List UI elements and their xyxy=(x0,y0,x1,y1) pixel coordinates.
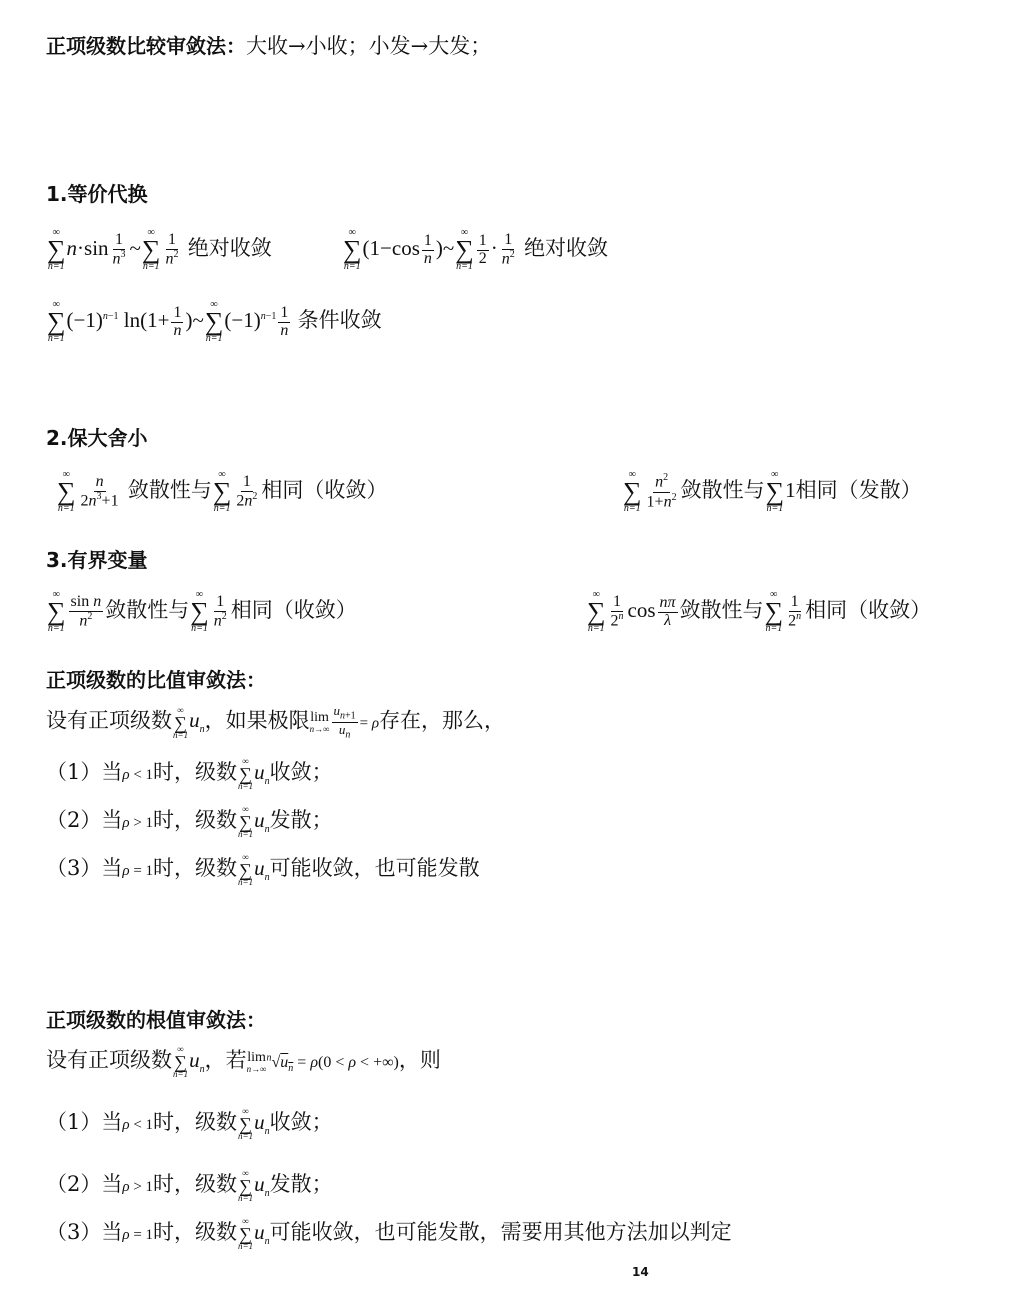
ratio-case1-a: （1）当 xyxy=(46,760,123,784)
section2-f1-end: 相同（收敛） xyxy=(261,477,388,502)
ratio-intro: 设有正项级数 ∞ ∑ n=1 $u_n$，如果极限lim n→∞ $\frac{u_{n+1}}{u_n}$ = ρ存在，那么， xyxy=(46,703,506,741)
section3-f2-end: 相同（收敛） xyxy=(805,597,932,622)
comparison-line xyxy=(46,30,491,60)
ratio-intro-c: 存在，那么， xyxy=(379,708,506,733)
root-case3-a: （3）当 xyxy=(46,1220,123,1244)
root-intro-c: ，则 xyxy=(398,1048,441,1072)
ratio-case3-c: 可能收敛，也可能发散 xyxy=(269,856,480,880)
section3-formula1: ∞ ∑ n=1 $\frac{\text{sin n}}{n^2}$ 敛散性与 ∞ ∑ n=1 $\frac{1}{n^2}$ 相同（收敛） xyxy=(47,589,357,634)
root-intro-b: ，若 xyxy=(204,1048,247,1072)
section1-formula1: ∞ ∑ n=1 n·sin $\frac{1}{n^3}$ ~ ∞ ∑ n=1 $\frac{1}{n^2}$ 绝对收敛 xyxy=(47,227,272,272)
root-intro: 设有正项级数 ∞ ∑ n=1 $u_n$，若lim n→∞ $^n√u_n = \rho(0 < \rho$ < +∞)，则 xyxy=(46,1044,441,1080)
section2-formula2: ∞ ∑ n=1 $\frac{n^2}{1+n^2}$ 敛散性与 ∞ ∑ n=1 1相同（发散） xyxy=(623,469,922,514)
ratio-intro-a: 设有正项级数 xyxy=(46,708,172,733)
ratio-case1: （1）当ρ < 1时，级数 ∞ ∑ n=1 $u_n$收敛； xyxy=(46,756,333,792)
root-case3: （3）当ρ = 1时，级数 ∞ ∑ n=1 $u_n$可能收敛，也可能发散，需要用其他方法加以判定 xyxy=(46,1216,732,1252)
ratio-case1-b: 时，级数 xyxy=(153,760,238,784)
section3-title: 3.有界变量 xyxy=(46,548,148,572)
section3-f1-end: 相同（收敛） xyxy=(230,597,357,622)
comparison-rule: 大收→小收；小发→大发； xyxy=(246,34,492,58)
section1-f1-label: 绝对收敛 xyxy=(187,235,272,260)
section3-formula2: ∞ ∑ n=1 $\frac{1}{2^n}$ cos $\frac{n\pi}{\lambda}$ 敛散性与 ∞ ∑ n=1 $\frac{1}{2^n}$ 相同（收敛） xyxy=(587,589,932,634)
ratio-case2: （2）当ρ > 1时，级数 ∞ ∑ n=1 $u_n$发散； xyxy=(46,804,333,840)
root-case2-c: 发散； xyxy=(269,1172,333,1196)
root-heading: 正项级数的根值审敛法： xyxy=(46,1008,266,1032)
root-case1: （1）当ρ < 1时，级数 ∞ ∑ n=1 $u_n$收敛； xyxy=(46,1106,333,1142)
ratio-case3-b: 时，级数 xyxy=(153,856,238,880)
ratio-case2-c: 发散； xyxy=(269,808,333,832)
root-case2-a: （2）当 xyxy=(46,1172,123,1196)
section1-formula2: ∞ ∑ n=1 (1−cos $\frac{1}{n}$ )~ ∞ ∑ n=1 $\frac{1}{2}$ · $\frac{1}{n^2}$ 绝对收敛 xyxy=(343,227,609,272)
section3-f2-mid: 敛散性与 xyxy=(679,597,764,622)
ratio-case2-a: （2）当 xyxy=(46,808,123,832)
ratio-case2-b: 时，级数 xyxy=(153,808,238,832)
ratio-heading: 正项级数的比值审敛法： xyxy=(46,668,266,692)
page-number: 14 xyxy=(632,1265,649,1279)
root-case3-c: 可能收敛，也可能发散，需要用其他方法加以判定 xyxy=(269,1220,732,1244)
section3-f1-mid: 敛散性与 xyxy=(105,597,190,622)
root-intro-a: 设有正项级数 xyxy=(46,1048,172,1072)
section1-title: 1.等价代换 xyxy=(46,182,148,206)
ratio-case3: （3）当ρ = 1时，级数 ∞ ∑ n=1 $u_n$可能收敛，也可能发散 xyxy=(46,852,480,888)
root-case2: （2）当ρ > 1时，级数 ∞ ∑ n=1 $u_n$发散； xyxy=(46,1168,333,1204)
section1-formula3: ∞ ∑ n=1 $(-1)^{n-1}$ ln(1+ $\frac{1}{n}$ )~ ∞ ∑ n=1 $(-1)^{n-1}$ $\frac{1}{n}$ 条件收敛 xyxy=(47,299,382,344)
root-case1-a: （1）当 xyxy=(46,1110,123,1134)
ratio-intro-b: ，如果极限 xyxy=(204,708,310,733)
root-case1-b: 时，级数 xyxy=(153,1110,238,1134)
section2-f1-mid: 敛散性与 xyxy=(127,477,212,502)
root-case2-b: 时，级数 xyxy=(153,1172,238,1196)
section2-title: 2.保大舍小 xyxy=(46,426,148,450)
section1-f3-label: 条件收敛 xyxy=(297,307,382,332)
ratio-case1-c: 收敛； xyxy=(269,760,333,784)
section2-f2-mid: 敛散性与 xyxy=(680,477,765,502)
section2-f2-end: 相同（发散） xyxy=(795,477,922,502)
comparison-heading: 正项级数比较审敛法： xyxy=(46,34,246,58)
section1-f2-label: 绝对收敛 xyxy=(524,235,609,260)
root-case1-c: 收敛； xyxy=(269,1110,333,1134)
root-case3-b: 时，级数 xyxy=(153,1220,238,1244)
ratio-case3-a: （3）当 xyxy=(46,856,123,880)
section2-formula1: ∞ ∑ n=1 $\frac{n}{2n^3+1}$ 敛散性与 ∞ ∑ n=1 $\frac{1}{2n^2}$ 相同（收敛） xyxy=(57,469,388,514)
